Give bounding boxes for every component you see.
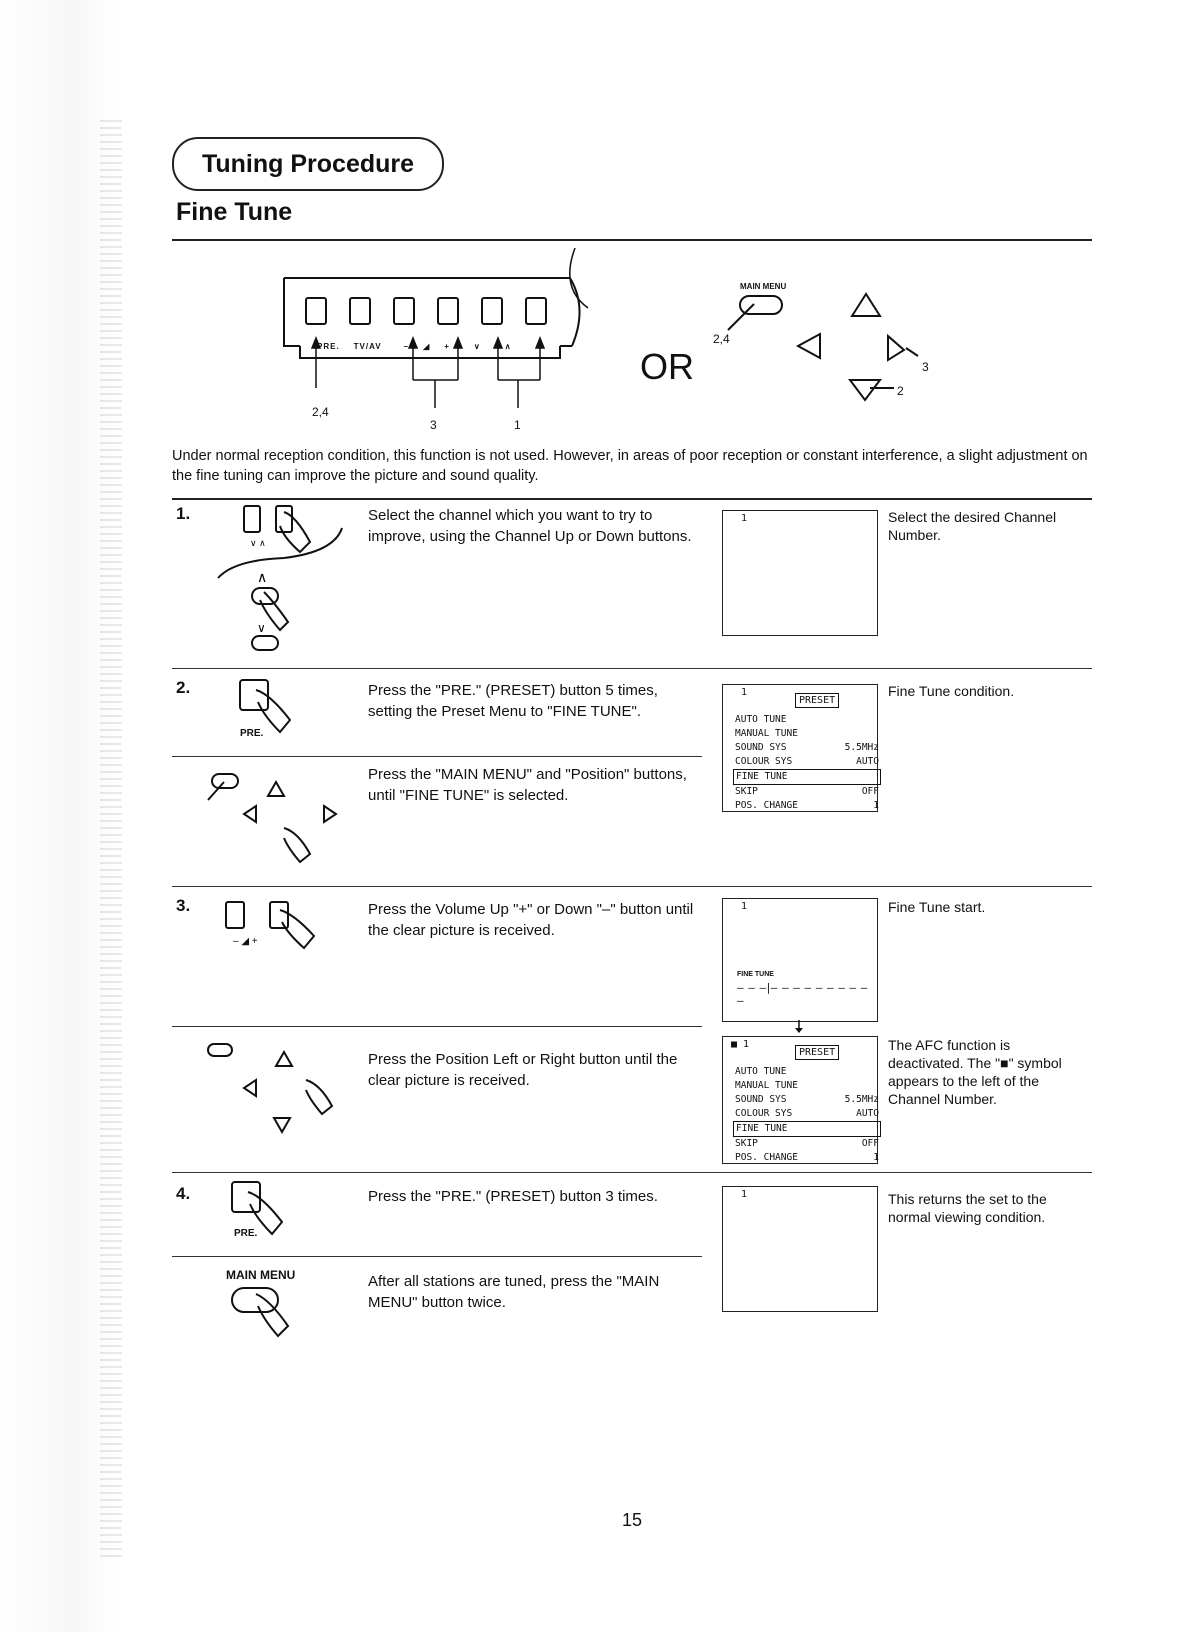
page-title: Fine Tune — [176, 198, 293, 226]
step-3-divider — [172, 1172, 1092, 1173]
intro-text: Under normal reception condition, this function is not used. However, in areas of poor reception or constant interference, a slight adjustment on the fine tuning can improve the picture and sound quality. — [172, 448, 1088, 484]
right-arrow-icon — [888, 336, 904, 360]
fine-tune-bar-label: FINE TUNE — [737, 971, 774, 978]
step-3-sub-divider — [172, 1026, 702, 1027]
header-divider — [172, 239, 1092, 241]
section-title: Tuning Procedure — [172, 137, 444, 191]
menu-row-manual-tune: MANUAL TUNE — [735, 728, 798, 739]
step-4-instruction-b: After all stations are tuned, press the "MAIN MENU" button twice. — [368, 1273, 660, 1311]
step-4-pre-label: PRE. — [234, 1228, 258, 1239]
step-3-tv-screen-preset-menu — [722, 1036, 878, 1164]
step-3-note-b: The AFC function is deactivated. The "■" symbol appears to the left of the Channel Number. — [888, 1037, 1062, 1107]
step-1-divider — [172, 668, 1092, 669]
page-number: 15 — [622, 1510, 643, 1530]
menu-row-sound-sys: SOUND SYS 5.5MHz — [735, 1094, 879, 1105]
panel-button-vol-down — [394, 298, 414, 324]
step-4-sub-divider — [172, 1256, 702, 1257]
step-2-tv-screen-preset-menu — [722, 684, 878, 812]
menu-row-colour-sys: COLOUR SYS AUTO — [735, 756, 879, 767]
step-1-channel-buttons-icon — [214, 502, 354, 652]
menu-row-pos-change: POS. CHANGE 1 — [735, 800, 879, 811]
screen-channel-number: 1 — [741, 687, 748, 698]
step-3-tv-screen — [722, 898, 878, 1022]
step-4-instruction: Press the "PRE." (PRESET) button 3 times. — [368, 1188, 658, 1205]
panel-button-tvav — [350, 298, 370, 324]
down-arrow-icon — [792, 1020, 806, 1034]
step-2-instruction-b: Press the "MAIN MENU" and "Position" buttons, until "FINE TUNE" is selected. — [368, 766, 687, 804]
remote-main-menu-label: MAIN MENU — [740, 282, 787, 291]
callout-2-4: 2,4 — [312, 405, 329, 419]
preset-tag: PRESET — [795, 693, 839, 708]
step-4-tv-screen — [722, 1186, 878, 1312]
step-3-volume-buttons-icon — [214, 896, 344, 956]
scan-speckle — [100, 120, 122, 1560]
step-2-pre-label: PRE. — [240, 728, 264, 739]
remote-buttons-diagram — [710, 290, 930, 420]
left-arrow-icon — [798, 334, 820, 358]
step-3-note: Fine Tune start. — [888, 899, 986, 915]
step-3-remote-buttons-icon — [204, 1036, 354, 1136]
menu-row-pos-change: POS. CHANGE 1 — [735, 1152, 879, 1163]
preset-tag: PRESET — [795, 1045, 839, 1060]
step-2-instruction: Press the "PRE." (PRESET) button 5 times, setting the Preset Menu to "FINE TUNE". — [368, 682, 658, 720]
svg-text:∨: ∨ — [257, 621, 266, 635]
svg-text:∧: ∧ — [257, 569, 268, 585]
step-3-instruction: Press the Volume Up "+" or Down "–" button until the clear picture is received. — [368, 901, 694, 939]
remote-callout-2: 2 — [897, 384, 904, 398]
preset-menu — [733, 713, 881, 813]
screen-channel-number: ■ 1 — [731, 1039, 750, 1050]
step-3-instruction-b: Press the Position Left or Right button until the clear picture is received. — [368, 1051, 678, 1089]
intro-divider — [172, 498, 1092, 500]
remote-callout-3: 3 — [922, 360, 929, 374]
up-arrow-icon — [852, 294, 880, 316]
menu-row-auto-tune: AUTO TUNE — [735, 1066, 787, 1077]
step-4-note: This returns the set to the normal viewing condition. — [888, 1191, 1047, 1225]
svg-text:∨ ∧: ∨ ∧ — [250, 538, 266, 548]
panel-button-vol-up — [438, 298, 458, 324]
step-2-divider — [172, 886, 1092, 887]
main-menu-label: MAIN MENU — [226, 1268, 296, 1282]
panel-labels: PRE. TV/AV – ◢ + ∨ ∧ — [317, 342, 512, 351]
screen-channel-number: 1 — [741, 1189, 748, 1200]
menu-row-colour-sys: COLOUR SYS AUTO — [735, 1108, 879, 1119]
step-2-sub-divider — [172, 756, 702, 757]
or-label: OR — [640, 346, 694, 387]
fine-tune-bar: – – –|– – – – – – – – – – — [737, 981, 867, 1007]
step-3-volume-labels: – ◢ + — [233, 936, 258, 947]
step-2-number: 2. — [176, 678, 191, 697]
panel-button-pre — [306, 298, 326, 324]
down-arrow-icon — [850, 380, 880, 400]
panel-button-ch-down — [482, 298, 502, 324]
menu-row-skip: SKIP OFF — [735, 786, 879, 797]
menu-row-fine-tune: FINE TUNE — [733, 1121, 881, 1137]
panel-button-ch-up — [526, 298, 546, 324]
screen-channel-number: 1 — [741, 901, 748, 912]
step-4-number: 4. — [176, 1184, 191, 1203]
callout-1: 1 — [514, 418, 521, 432]
step-2-note: Fine Tune condition. — [888, 683, 1015, 699]
step-2-remote-buttons-icon — [204, 766, 354, 866]
step-1-number: 1. — [176, 504, 191, 523]
menu-row-fine-tune: FINE TUNE — [733, 769, 881, 785]
screen-channel-number: 1 — [741, 513, 748, 524]
step-1-tv-screen — [722, 510, 878, 636]
callout-3: 3 — [430, 418, 437, 432]
step-1-note: Select the desired Channel Number. — [888, 509, 1057, 543]
step-1-instruction: Select the channel which you want to try to improve, using the Channel Up or Down buttons. — [368, 507, 692, 545]
step-3-number: 3. — [176, 896, 191, 915]
menu-row-manual-tune: MANUAL TUNE — [735, 1080, 798, 1091]
step-4-main-menu-button-icon — [228, 1282, 328, 1352]
preset-menu — [733, 1065, 881, 1165]
menu-row-skip: SKIP OFF — [735, 1138, 879, 1149]
menu-row-sound-sys: SOUND SYS 5.5MHz — [735, 742, 879, 753]
remote-callout-2-4: 2,4 — [713, 332, 730, 346]
menu-row-auto-tune: AUTO TUNE — [735, 714, 787, 725]
